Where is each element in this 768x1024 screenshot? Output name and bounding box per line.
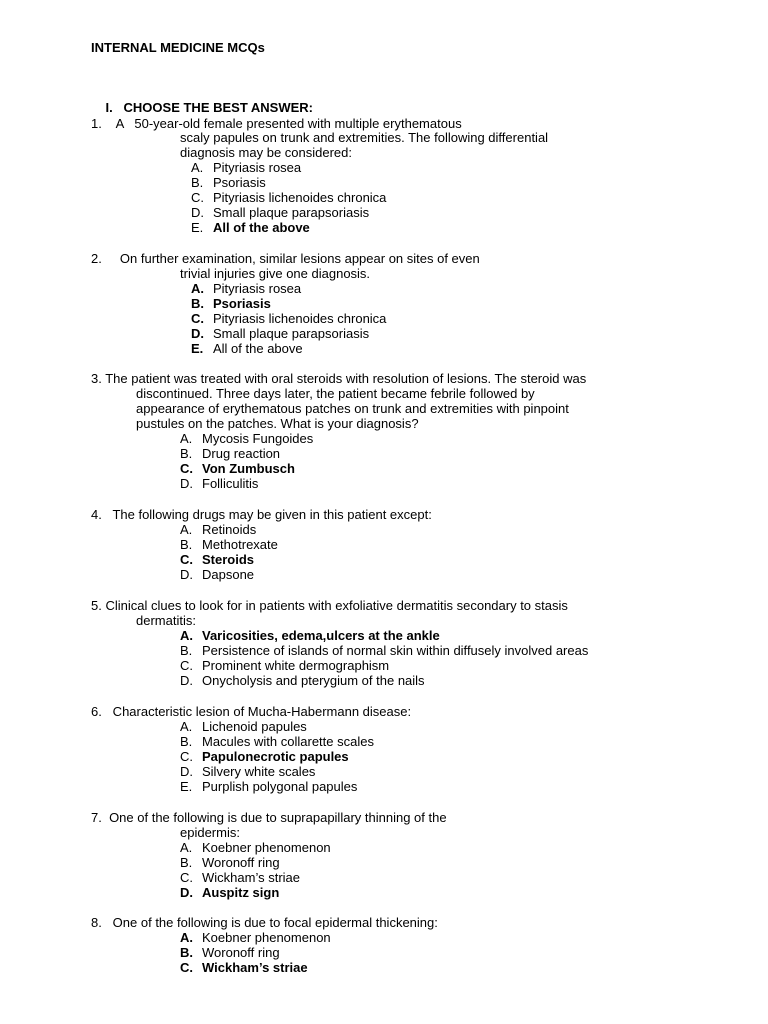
option-letter: B. xyxy=(191,175,204,190)
answer-option[interactable] xyxy=(191,341,303,356)
option-letter: E. xyxy=(180,779,193,794)
option-letter: A. xyxy=(180,930,193,945)
option-text: Psoriasis xyxy=(213,175,266,190)
option-text: Pityriasis rosea xyxy=(213,160,302,175)
option-text: Mycosis Fungoides xyxy=(202,431,314,446)
option-text: Persistence of islands of normal skin within diffusely involved areas xyxy=(202,643,589,658)
question-6-line-1: 6. Characteristic lesion of Mucha-Habermann disease: xyxy=(91,704,412,719)
question-5-line-2: dermatitis: xyxy=(136,613,196,628)
option-letter: B. xyxy=(180,446,193,461)
answer-option[interactable] xyxy=(180,522,256,537)
section-title: CHOOSE THE BEST ANSWER: xyxy=(123,100,314,115)
option-text: Pityriasis rosea xyxy=(213,281,302,296)
question-1-line-2: scaly papules on trunk and extremities. The following differential xyxy=(180,130,549,145)
option-letter: A. xyxy=(180,719,193,734)
answer-option[interactable] xyxy=(180,446,280,461)
option-text: Prominent white dermographism xyxy=(202,658,390,673)
answer-option[interactable] xyxy=(180,855,280,870)
option-text: Drug reaction xyxy=(202,446,281,461)
option-text: Wickham’s striae xyxy=(202,870,301,885)
option-letter: D. xyxy=(191,205,204,220)
option-text: Papulonecrotic papules xyxy=(202,749,349,764)
option-letter: D. xyxy=(180,673,193,688)
question-7-line-2: epidermis: xyxy=(180,825,240,840)
answer-option[interactable] xyxy=(180,643,588,658)
option-letter: D. xyxy=(180,567,193,582)
answer-option-correct[interactable] xyxy=(180,628,440,643)
answer-option-correct[interactable] xyxy=(180,461,295,476)
answer-option[interactable] xyxy=(180,764,315,779)
answer-option-correct[interactable] xyxy=(180,552,254,567)
option-text: Woronoff ring xyxy=(202,945,280,960)
option-text: Silvery white scales xyxy=(202,764,316,779)
option-letter: A. xyxy=(180,431,193,446)
question-3-line-3: appearance of erythematous patches on trunk and extremities with pinpoint xyxy=(136,401,569,416)
answer-option[interactable] xyxy=(180,870,300,885)
option-letter: B. xyxy=(180,643,193,658)
option-letter: D. xyxy=(191,326,204,341)
option-letter: D. xyxy=(180,476,193,491)
option-text: Steroids xyxy=(202,552,255,567)
question-4-line-1: 4. The following drugs may be given in this patient except: xyxy=(91,507,432,522)
option-text: Small plaque parapsoriasis xyxy=(213,326,370,341)
option-letter: A. xyxy=(180,628,193,643)
answer-option[interactable] xyxy=(180,476,258,491)
option-text: Lichenoid papules xyxy=(202,719,307,734)
option-text: Methotrexate xyxy=(202,537,278,552)
answer-option[interactable] xyxy=(191,326,369,341)
answer-option[interactable] xyxy=(180,431,313,446)
answer-option[interactable] xyxy=(180,945,280,960)
option-text: Onycholysis and pterygium of the nails xyxy=(202,673,425,688)
answer-option-correct[interactable] xyxy=(191,220,310,235)
question-8-line-1: 8. One of the following is due to focal epidermal thickening: xyxy=(91,915,438,930)
answer-option[interactable] xyxy=(180,930,331,945)
answer-option[interactable] xyxy=(191,160,301,175)
document-title: INTERNAL MEDICINE MCQs xyxy=(91,40,265,55)
answer-option-correct[interactable] xyxy=(180,960,308,975)
option-text: All of the above xyxy=(213,341,303,356)
option-text: Woronoff ring xyxy=(202,855,280,870)
option-text: Purplish polygonal papules xyxy=(202,779,358,794)
question-1-line-3: diagnosis may be considered: xyxy=(180,145,352,160)
answer-option[interactable] xyxy=(191,281,301,296)
option-text: Folliculitis xyxy=(202,476,259,491)
question-1-line-1: 1. A 50-year-old female presented with multiple erythematous xyxy=(91,116,462,131)
answer-option[interactable] xyxy=(180,673,425,688)
option-letter: B. xyxy=(191,296,204,311)
option-letter: C. xyxy=(191,190,204,205)
question-5-line-1: 5. Clinical clues to look for in patients with exfoliative dermatitis secondary to stasis xyxy=(91,598,568,613)
option-letter: A. xyxy=(191,281,204,296)
section-number: I. xyxy=(105,100,113,115)
question-7-line-1: 7. One of the following is due to suprapapillary thinning of the xyxy=(91,810,447,825)
answer-option[interactable] xyxy=(191,190,386,205)
option-text: Auspitz sign xyxy=(202,885,280,900)
option-text: Small plaque parapsoriasis xyxy=(213,205,370,220)
answer-option-correct[interactable] xyxy=(191,296,271,311)
option-letter: B. xyxy=(180,734,193,749)
option-text: Wickham’s striae xyxy=(202,960,308,975)
answer-option-correct[interactable] xyxy=(180,749,349,764)
option-letter: B. xyxy=(180,945,193,960)
answer-option[interactable] xyxy=(180,537,278,552)
option-letter: B. xyxy=(180,537,193,552)
option-text: Pityriasis lichenoides chronica xyxy=(213,190,387,205)
question-3-line-1: 3. The patient was treated with oral steroids with resolution of lesions. The steroid was xyxy=(91,371,587,386)
option-letter: C. xyxy=(180,960,193,975)
question-2-line-2: trivial injuries give one diagnosis. xyxy=(180,266,371,281)
option-text: Retinoids xyxy=(202,522,257,537)
option-letter: C. xyxy=(180,552,193,567)
answer-option[interactable] xyxy=(191,205,369,220)
option-text: Koebner phenomenon xyxy=(202,840,331,855)
option-letter: C. xyxy=(180,461,193,476)
option-text: Pityriasis lichenoides chronica xyxy=(213,311,387,326)
option-letter: A. xyxy=(180,840,193,855)
option-letter: C. xyxy=(191,311,204,326)
option-letter: A. xyxy=(180,522,193,537)
answer-option[interactable] xyxy=(180,840,331,855)
option-letter: E. xyxy=(191,220,204,235)
question-3-line-2: discontinued. Three days later, the patient became febrile followed by xyxy=(136,386,535,401)
option-letter: A. xyxy=(191,160,204,175)
answer-option-correct[interactable] xyxy=(180,885,279,900)
option-text: Von Zumbusch xyxy=(202,461,295,476)
option-letter: C. xyxy=(180,749,193,764)
option-letter: B. xyxy=(180,855,193,870)
option-text: Macules with collarette scales xyxy=(202,734,374,749)
option-letter: E. xyxy=(191,341,204,356)
answer-option[interactable] xyxy=(191,311,386,326)
answer-option[interactable] xyxy=(180,567,254,582)
answer-option[interactable] xyxy=(180,779,357,794)
answer-option[interactable] xyxy=(180,734,374,749)
answer-option[interactable] xyxy=(180,719,307,734)
answer-option[interactable] xyxy=(191,175,266,190)
question-3-line-4: pustules on the patches. What is your diagnosis? xyxy=(136,416,419,431)
option-text: Dapsone xyxy=(202,567,255,582)
option-letter: D. xyxy=(180,885,193,900)
option-text: Varicosities, edema,ulcers at the ankle xyxy=(202,628,440,643)
option-text: Koebner phenomenon xyxy=(202,930,331,945)
option-letter: C. xyxy=(180,658,193,673)
question-2-line-1: 2. On further examination, similar lesions appear on sites of even xyxy=(91,251,480,266)
option-text: All of the above xyxy=(213,220,310,235)
option-letter: D. xyxy=(180,764,193,779)
answer-option[interactable] xyxy=(180,658,389,673)
option-letter: C. xyxy=(180,870,193,885)
option-text: Psoriasis xyxy=(213,296,271,311)
